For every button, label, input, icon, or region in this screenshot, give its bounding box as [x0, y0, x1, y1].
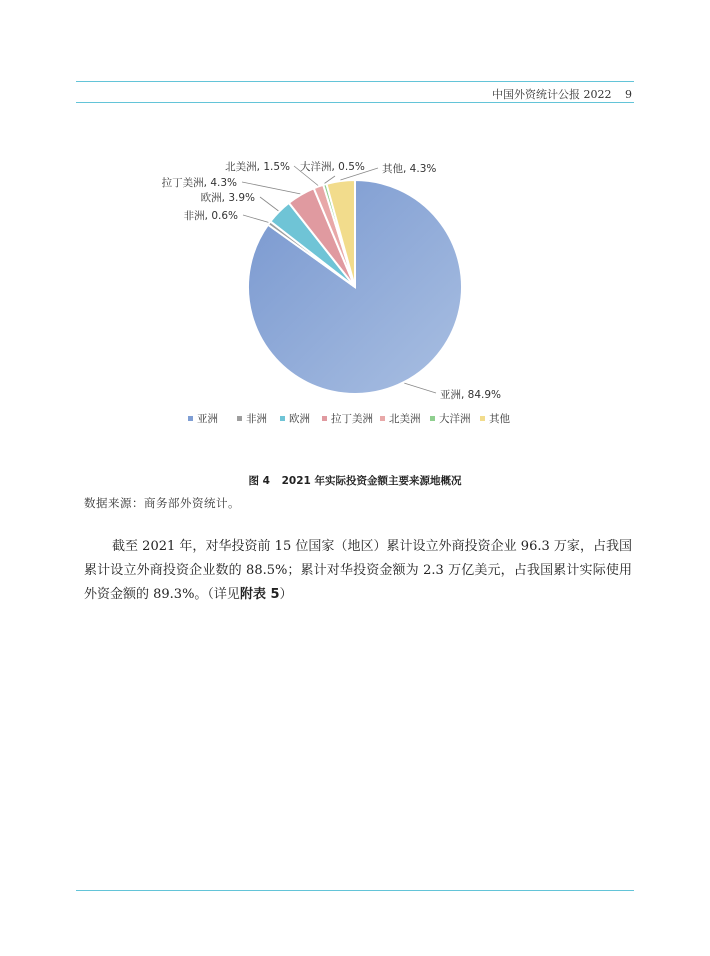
- figure-number: 图 4: [248, 475, 270, 487]
- data-label-4: 北美洲, 1.5%: [225, 161, 290, 173]
- legend-label-5: 大洋洲: [439, 413, 471, 425]
- legend-swatch-2: [280, 416, 285, 421]
- legend-label-0: 亚洲: [197, 413, 218, 425]
- data-label-3: 拉丁美洲, 4.3%: [161, 177, 237, 189]
- legend-label-1: 非洲: [246, 413, 267, 425]
- legend-label-6: 其他: [489, 413, 510, 425]
- data-label-2: 欧洲, 3.9%: [200, 192, 255, 204]
- figure-title: 2021 年实际投资金额主要来源地概况: [281, 475, 462, 487]
- footer-rule: [76, 890, 634, 891]
- legend-swatch-5: [430, 416, 435, 421]
- data-label-0: 亚洲, 84.9%: [440, 389, 502, 401]
- page-number: 9: [625, 88, 632, 101]
- legend-swatch-4: [380, 416, 385, 421]
- header-title: 中国外资统计公报 2022: [492, 88, 612, 101]
- pie-chart: [0, 0, 710, 470]
- legend-label-4: 北美洲: [389, 413, 421, 425]
- body-paragraph: [84, 535, 632, 607]
- legend-swatch-1: [237, 416, 242, 421]
- source-note: 数据来源：商务部外资统计。: [84, 496, 240, 510]
- legend-label-3: 拉丁美洲: [331, 413, 373, 425]
- legend-swatch-0: [188, 416, 193, 421]
- data-label-1: 非洲, 0.6%: [183, 210, 238, 222]
- leader-line-0: [404, 383, 436, 393]
- appendix-reference[interactable]: 附表 5: [239, 587, 280, 602]
- legend-swatch-6: [480, 416, 485, 421]
- figure-caption: [0, 473, 710, 488]
- legend-label-2: 欧洲: [289, 413, 310, 425]
- data-label-5: 大洋洲, 0.5%: [300, 161, 365, 173]
- legend-swatch-3: [322, 416, 327, 421]
- leader-line-2: [260, 197, 278, 211]
- paragraph-close: ）: [279, 587, 293, 602]
- leader-line-1: [243, 215, 268, 222]
- paragraph-text: 截至 2021 年，对华投资前 15 位国家（地区）累计设立外商投资企业 96.3 万家，占我国累计设立外商投资企业数的 88.5%；累计对华投资金额为 2.3 万亿美元，占我国累计实际使用外资金额的 89.3%。（详见: [84, 539, 632, 602]
- data-label-6: 其他, 4.3%: [382, 163, 437, 175]
